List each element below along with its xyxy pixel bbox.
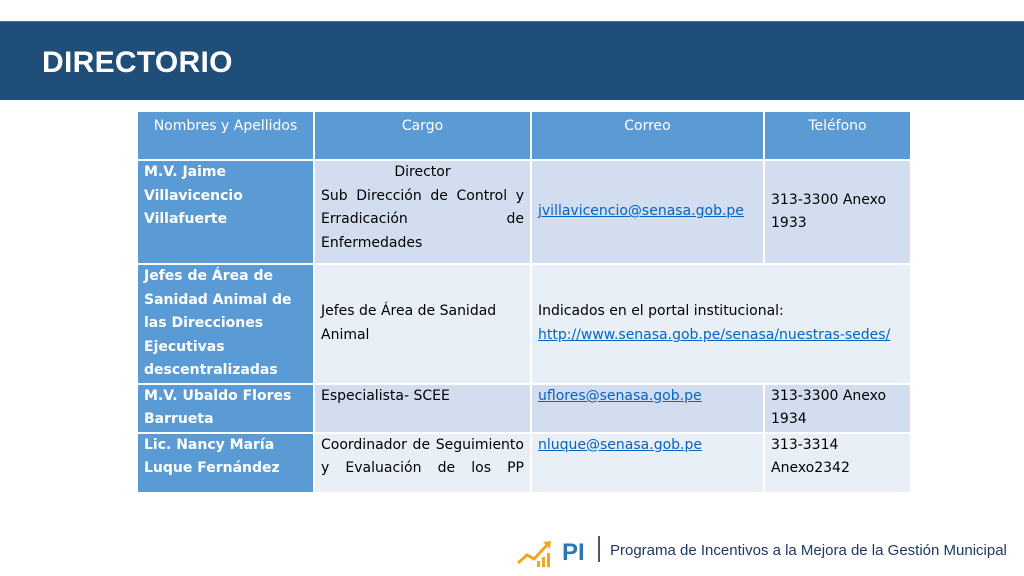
table-row xyxy=(137,433,911,493)
cargo-detail: Sub Dirección de Control y Erradicación de Enfermedades xyxy=(321,187,524,251)
name-cell: Jefes de Área de Sanidad Animal de las Direcciones Ejecutivas descentralizadas xyxy=(137,264,314,384)
header-cargo: Cargo xyxy=(314,111,531,160)
growth-arrow-icon xyxy=(518,541,551,567)
phone-cell: 313-3300 Anexo 1934 xyxy=(764,384,911,433)
header-telefono: Teléfono xyxy=(764,111,911,160)
header-names: Nombres y Apellidos xyxy=(137,111,314,160)
portal-note: Indicados en el portal institucional: xyxy=(538,303,784,320)
phone-cell: 313-3300 Anexo 1933 xyxy=(764,160,911,264)
name-cell: Lic. Nancy María Luque Fernández xyxy=(137,433,314,493)
pi-logo xyxy=(515,533,605,569)
table-row xyxy=(137,264,911,384)
cargo-cell: Especialista- SCEE xyxy=(314,384,531,433)
email-cell xyxy=(531,160,764,264)
table-row xyxy=(137,384,911,433)
email-link[interactable]: nluque@senasa.gob.pe xyxy=(538,436,702,453)
table-header-row xyxy=(137,111,911,160)
note-cell xyxy=(531,264,911,384)
program-name: Programa de Incentivos a la Mejora de la Gestión Municipal xyxy=(610,542,1007,559)
email-cell xyxy=(531,433,764,493)
portal-link[interactable]: http://www.senasa.gob.pe/senasa/nuestras-sedes/ xyxy=(538,326,891,343)
email-cell xyxy=(531,384,764,433)
cargo-cell xyxy=(314,160,531,264)
email-link[interactable]: uflores@senasa.gob.pe xyxy=(538,387,702,404)
phone-cell: 313-3314 Anexo2342 xyxy=(764,433,911,493)
page-title: DIRECTORIO xyxy=(42,46,233,79)
cargo-cell: Jefes de Área de Sanidad Animal xyxy=(314,264,531,384)
name-cell: M.V. Jaime Villavicencio Villafuerte xyxy=(137,160,314,264)
cargo-text: Coordinador de Seguimiento y Evaluación de los PP xyxy=(321,436,524,476)
pi-logo-text: PI xyxy=(562,539,585,566)
header-correo: Correo xyxy=(531,111,764,160)
name-cell: M.V. Ubaldo Flores Barrueta xyxy=(137,384,314,433)
table-row xyxy=(137,160,911,264)
directory-table xyxy=(136,110,912,494)
email-link[interactable]: jvillavicencio@senasa.gob.pe xyxy=(538,203,744,220)
footer-divider xyxy=(598,536,600,562)
cargo-title: Director xyxy=(394,164,451,180)
title-bar xyxy=(0,21,1024,100)
cargo-cell xyxy=(314,433,531,493)
